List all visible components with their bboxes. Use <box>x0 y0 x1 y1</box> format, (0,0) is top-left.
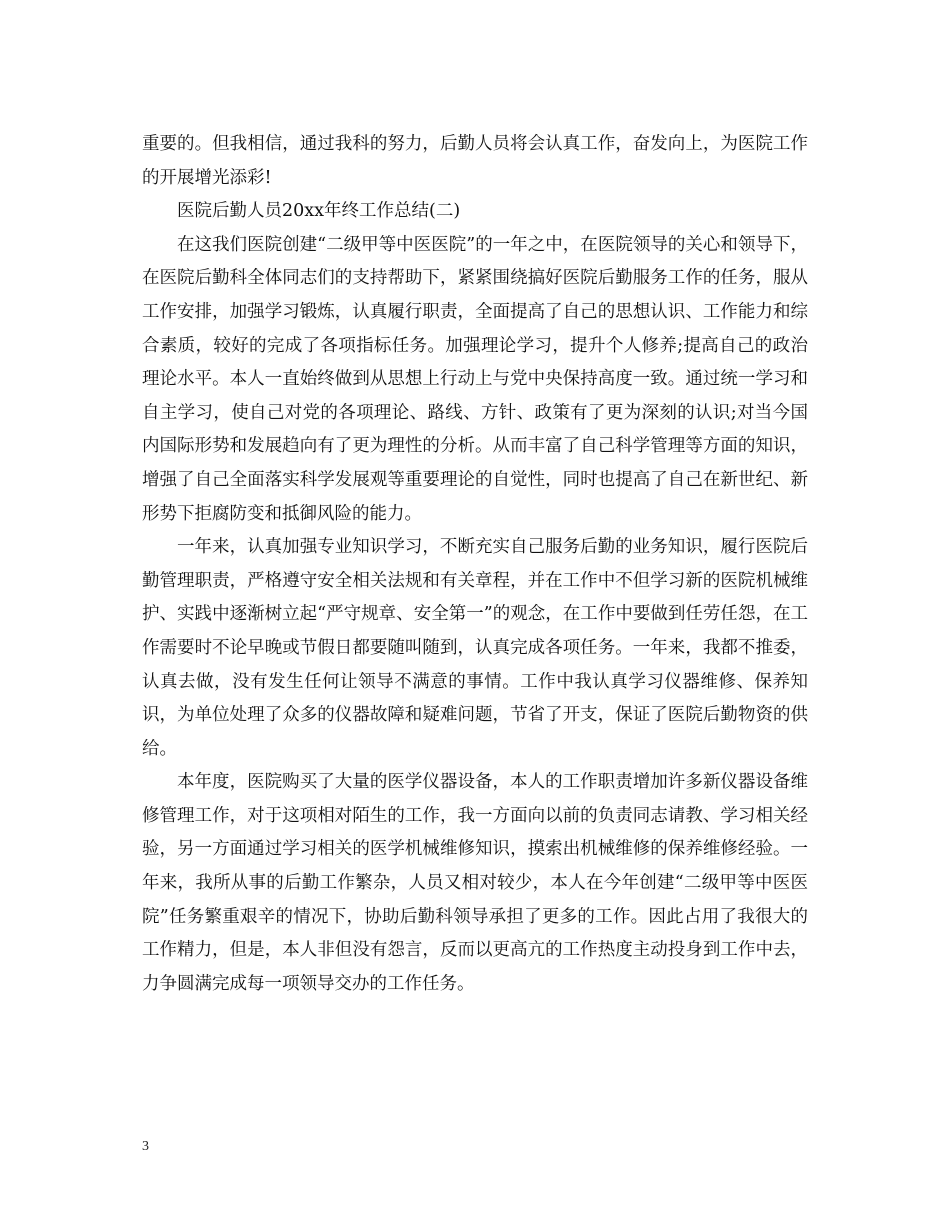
body-paragraph-3: 本年度，医院购买了大量的医学仪器设备，本人的工作职责增加许多新仪器设备维修管理工作，对于这项相对陌生的工作，我一方面向以前的负责同志请教、学习相关经验，另一方面通过学习相关的医学机械维修知识，摸索出机械维修的保养维修经验。一年来，我所从事的后勤工作繁杂，人员又相对较少，本人在今年创建“二级甲等中医医院”任务繁重艰辛的情况下，协助后勤科领导承担了更多的工作。因此占用了我很大的工作精力，但是，本人非但没有怨言，反而以更高亢的工作热度主动投身到工作中去，力争圆满完成每一项领导交办的工作任务。 <box>142 772 808 994</box>
document-body <box>142 128 808 1001</box>
section-title: 医院后勤人员20xx年终工作总结(二) <box>177 201 461 222</box>
body-paragraph-2: 一年来，认真加强专业知识学习，不断充实自己服务后勤的业务知识，履行医院后勤管理职责，严格遵守安全相关法规和有关章程，并在工作中不但学习新的医院机械维护、实践中逐渐树立起“严守规章、安全第一”的观念，在工作中要做到任劳任怨，在工作需要时不论早晚或节假日都要随叫随到，认真完成各项任务。一年来，我都不推委，认真去做，没有发生任何让领导不满意的事情。工作中我认真学习仪器维修、保养知识，为单位处理了众多的仪器故障和疑难问题，节省了开支，保证了医院后勤物资的供给。 <box>142 537 808 759</box>
page-number: 3 <box>142 1139 149 1154</box>
continuation-paragraph: 重要的。但我相信，通过我科的努力，后勤人员将会认真工作，奋发向上，为医院工作的开展增光添彩! <box>142 134 808 188</box>
body-paragraph-1: 在这我们医院创建“二级甲等中医医院”的一年之中，在医院领导的关心和领导下，在医院后勤科全体同志们的支持帮助下，紧紧围绕搞好医院后勤服务工作的任务，服从工作安排，加强学习锻炼，认真履行职责，全面提高了自己的思想认识、工作能力和综合素质，较好的完成了各项指标任务。加强理论学习，提升个人修养;提高自己的政治理论水平。本人一直始终做到从思想上行动上与党中央保持高度一致。通过统一学习和自主学习，使自己对党的各项理论、路线、方针、政策有了更为深刻的认识;对当今国内国际形势和发展趋向有了更为理性的分析。从而丰富了自己科学管理等方面的知识，增强了自己全面落实科学发展观等重要理论的自觉性，同时也提高了自己在新世纪、新形势下拒腐防变和抵御风险的能力。 <box>142 234 808 524</box>
